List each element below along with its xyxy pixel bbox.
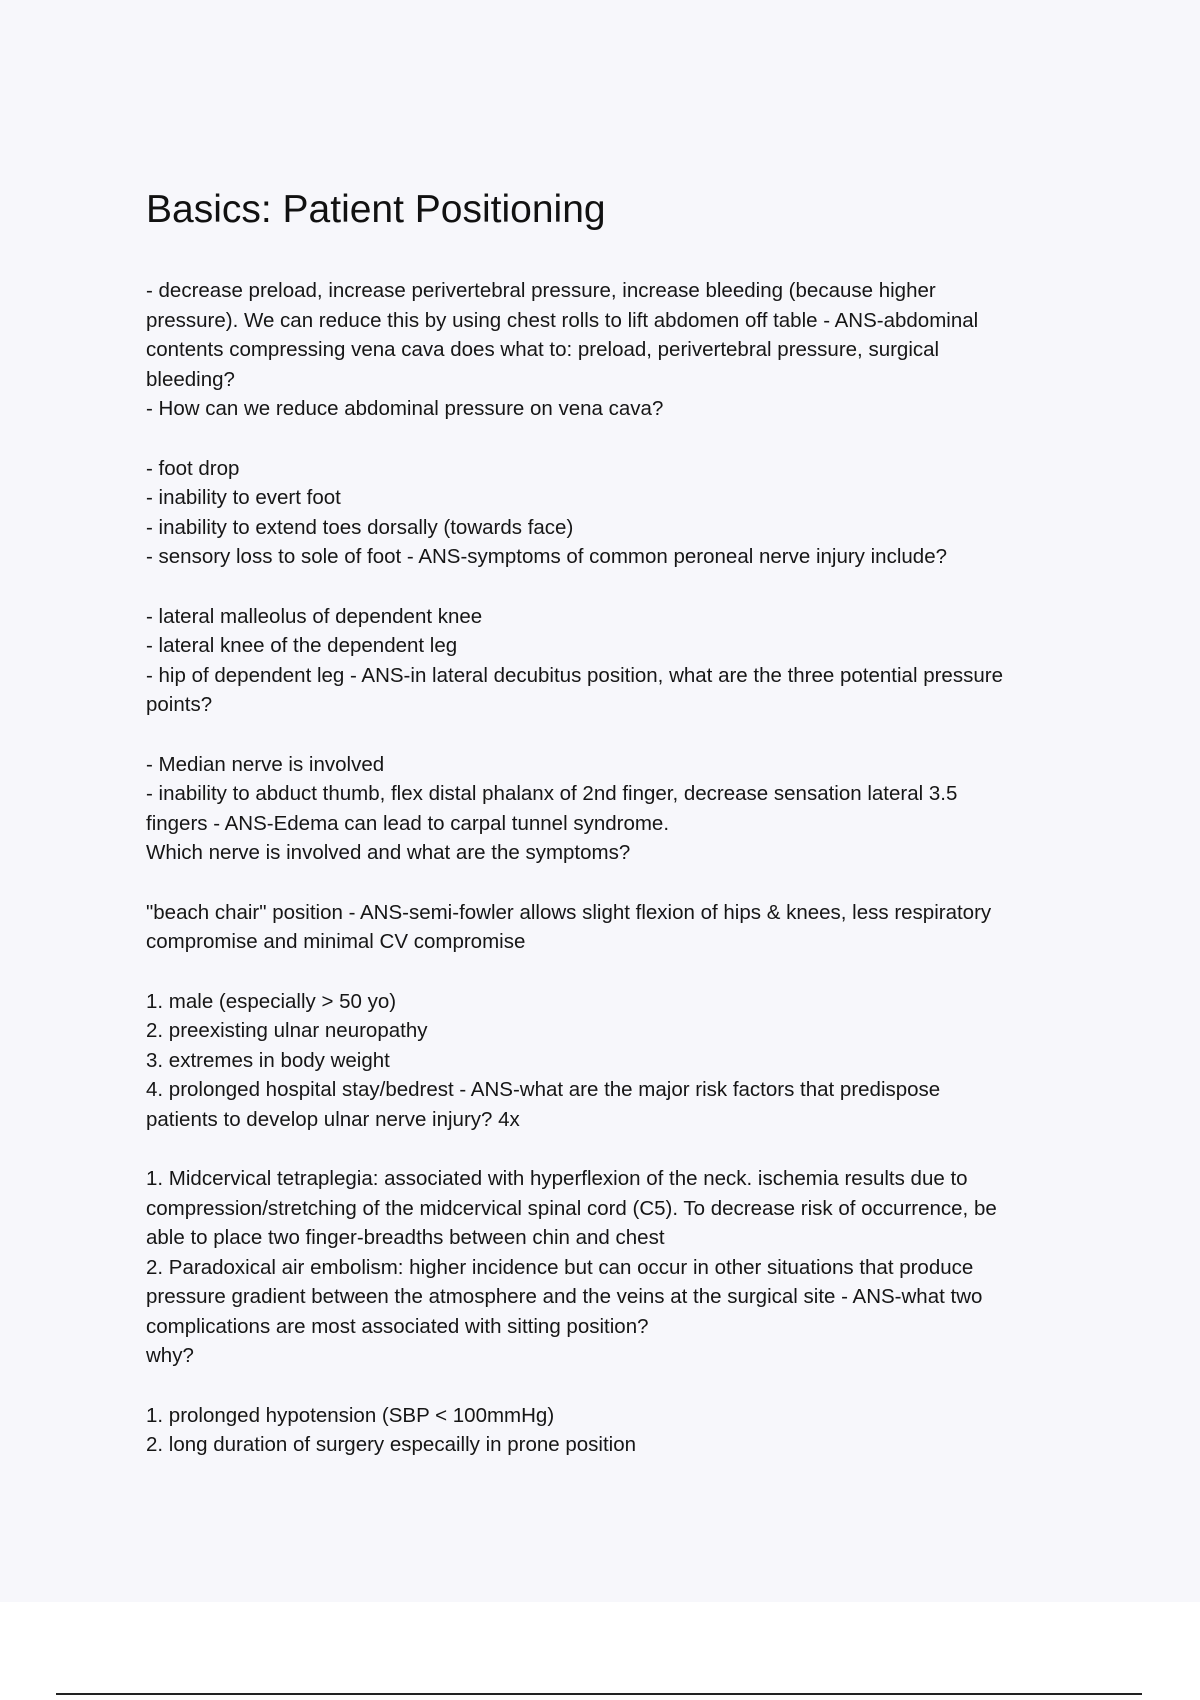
text-line: fingers - ANS-Edema can lead to carpal tunnel syndrome. xyxy=(146,811,670,835)
text-line: points? xyxy=(146,693,213,716)
paragraph-sitting-complications xyxy=(146,1164,1086,1371)
text-line: 3. extremes in body weight xyxy=(146,1048,390,1072)
text-line: 2. Paradoxical air embolism: higher incidence but can occur in other situations that produce xyxy=(146,1255,974,1279)
text-line: 1. Midcervical tetraplegia: associated with hyperflexion of the neck. ischemia results due to xyxy=(146,1167,968,1190)
text-line: 2. long duration of surgery especailly in prone position xyxy=(146,1433,637,1456)
text-line: 2. preexisting ulnar neuropathy xyxy=(146,1019,428,1042)
text-line: why? xyxy=(146,1344,194,1367)
text-line: Which nerve is involved and what are the symptoms? xyxy=(146,841,631,864)
paragraph-vena-cava xyxy=(146,276,1086,424)
paragraph-lateral-decubitus xyxy=(146,602,1086,720)
text-line: able to place two finger-breadths between chin and chest xyxy=(146,1226,665,1249)
paragraph-median-nerve xyxy=(146,750,1086,868)
text-line: - sensory loss to sole of foot - ANS-symptoms of common peroneal nerve injury include? xyxy=(146,545,947,568)
text-line: compression/stretching of the midcervical spinal cord (C5). To decrease risk of occurrence, be xyxy=(146,1196,997,1220)
text-line: - decrease preload, increase perivertebral pressure, increase bleeding (because higher xyxy=(146,279,936,302)
paragraph-ulnar-risk-factors xyxy=(146,987,1086,1135)
text-line: - How can we reduce abdominal pressure on vena cava? xyxy=(146,397,664,420)
paragraph-prone-risks xyxy=(146,1401,1086,1460)
text-line: - lateral malleolus of dependent knee xyxy=(146,604,483,628)
text-line: - lateral knee of the dependent leg xyxy=(146,634,458,657)
paragraph-peroneal-nerve xyxy=(146,454,1086,572)
text-line: "beach chair" position - ANS-semi-fowler allows slight flexion of hips & knees, less respiratory xyxy=(146,900,992,924)
paragraph-beach-chair xyxy=(146,898,1086,957)
text-line: contents compressing vena cava does what to: preload, perivertebral pressure, surgical xyxy=(146,338,940,361)
text-line: complications are most associated with sitting position? xyxy=(146,1314,649,1338)
bottom-divider xyxy=(56,1693,1142,1695)
text-line: 1. prolonged hypotension (SBP < 100mmHg) xyxy=(146,1403,555,1427)
text-line: pressure gradient between the atmosphere and the veins at the surgical site - ANS-what two xyxy=(146,1285,983,1308)
text-line: - hip of dependent leg - ANS-in lateral decubitus position, what are the three potential pressure xyxy=(146,663,1003,687)
text-line: bleeding? xyxy=(146,367,235,391)
text-line: pressure). We can reduce this by using chest rolls to lift abdomen off table - ANS-abdominal xyxy=(146,308,979,332)
text-line: 1. male (especially > 50 yo) xyxy=(146,989,397,1013)
text-line: patients to develop ulnar nerve injury? 4x xyxy=(146,1107,520,1131)
text-line: 4. prolonged hospital stay/bedrest - ANS-what are the major risk factors that predispose xyxy=(146,1078,941,1101)
text-line: - Median nerve is involved xyxy=(146,752,385,776)
page-title: Basics: Patient Positioning xyxy=(146,188,606,231)
text-line: - inability to extend toes dorsally (towards face) xyxy=(146,515,574,539)
text-line: - inability to abduct thumb, flex distal phalanx of 2nd finger, decrease sensation lateral 3.5 xyxy=(146,782,958,805)
text-line: compromise and minimal CV compromise xyxy=(146,930,526,953)
document-content xyxy=(146,186,1086,1490)
text-line: - foot drop xyxy=(146,456,240,480)
text-line: - inability to evert foot xyxy=(146,486,341,509)
